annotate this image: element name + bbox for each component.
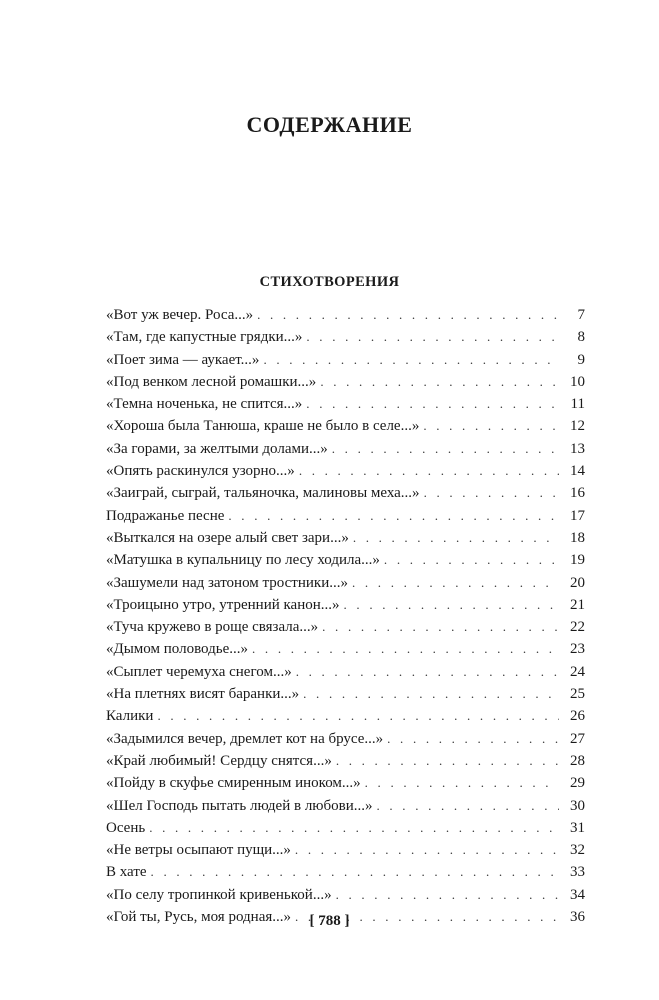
dot-leader	[352, 572, 559, 594]
toc-entry-title: Калики	[106, 708, 154, 725]
page-title: СОДЕРЖАНИЕ	[246, 112, 413, 137]
table-of-contents	[106, 304, 585, 928]
toc-entry-title: «Вот уж вечер. Роса...»	[106, 307, 254, 323]
toc-entry	[106, 572, 585, 594]
toc-entry-title: «Там, где капустные грядки...»	[106, 329, 303, 346]
toc-entry-page: 19	[570, 552, 585, 569]
toc-entry	[106, 415, 585, 437]
toc-entry-page: 9	[577, 351, 585, 368]
toc-entry-title: «Выткался на озере алый свет зари...»	[106, 529, 349, 546]
toc-entry	[106, 594, 585, 616]
dot-leader	[387, 728, 559, 750]
toc-entry-page: 34	[570, 886, 585, 903]
toc-entry	[106, 460, 585, 482]
dot-leader	[353, 527, 559, 549]
toc-entry	[106, 795, 585, 817]
dot-leader	[344, 594, 559, 616]
dot-leader	[320, 371, 559, 393]
toc-entry-page: 10	[570, 373, 585, 390]
toc-entry-title: В хате	[106, 864, 147, 881]
toc-entry-page: 26	[570, 708, 585, 725]
toc-entry	[106, 371, 585, 393]
dot-leader	[149, 817, 559, 839]
toc-entry-title: «Гой ты, Русь, моя родная...»	[106, 909, 291, 926]
dot-leader	[332, 438, 559, 460]
dot-leader	[263, 349, 559, 371]
toc-entry	[106, 884, 585, 906]
toc-entry-page: 8	[577, 329, 585, 346]
toc-entry-page: 23	[570, 641, 585, 658]
toc-entry-page: 14	[570, 463, 585, 480]
toc-entry-title: «Матушка в купальницу по лесу ходила...»	[106, 552, 380, 569]
dot-leader	[423, 415, 559, 437]
toc-entry-page: 27	[570, 730, 585, 747]
toc-entry-page: 18	[570, 529, 585, 546]
dot-leader	[377, 795, 560, 817]
toc-entry-title: Осень	[106, 819, 146, 836]
page-number: [ 788 ]	[309, 913, 350, 929]
toc-entry	[106, 482, 585, 504]
toc-entry-title: «Сыплет черемуха снегом...»	[106, 663, 292, 680]
toc-entry-page: 16	[570, 485, 585, 502]
section-title: СТИХОТВОРЕНИЯ	[259, 274, 400, 290]
toc-entry-title: «Заиграй, сыграй, тальяночка, малиновы меха...»	[106, 485, 420, 502]
toc-entry-title: «Туча кружево в роще связала...»	[106, 619, 319, 636]
dot-leader	[336, 884, 559, 906]
toc-entry-page: 17	[570, 507, 585, 524]
toc-entry	[106, 839, 585, 861]
toc-entry-title: «Дымом половодье...»	[106, 641, 249, 658]
toc-entry-title: «Пойду в скуфье смиренным иноком...»	[106, 775, 361, 792]
dot-leader	[228, 505, 559, 527]
toc-entry-page: 22	[570, 619, 585, 636]
toc-entry-title: «Шел Господь пытать людей в любови...»	[106, 797, 373, 814]
toc-entry-title: «Не ветры осыпают пущи...»	[106, 842, 291, 859]
dot-leader	[303, 683, 559, 705]
toc-entry-title: «На плетнях висят баранки...»	[106, 686, 300, 703]
toc-entry	[106, 683, 585, 705]
toc-entry	[106, 772, 585, 794]
toc-entry-page: 20	[570, 574, 585, 591]
toc-entry-title: «Троицыно утро, утренний канон...»	[106, 596, 340, 613]
toc-entry-page: 12	[570, 418, 585, 435]
dot-leader	[296, 661, 559, 683]
dot-leader	[257, 304, 559, 326]
toc-entry	[106, 817, 585, 839]
toc-entry-page: 21	[570, 596, 585, 613]
toc-entry	[106, 326, 585, 348]
dot-leader	[252, 638, 559, 660]
toc-entry-page: 11	[570, 396, 585, 413]
toc-entry-title: «Край любимый! Сердцу снятся...»	[106, 752, 332, 769]
toc-entry-title: «Поет зима — аукает...»	[106, 351, 260, 368]
toc-entry-page: 13	[570, 440, 585, 457]
toc-entry	[106, 728, 585, 750]
toc-entry	[106, 505, 585, 527]
dot-leader	[322, 616, 559, 638]
toc-entry-page: 30	[570, 797, 585, 814]
toc-entry-title: «Задымился вечер, дремлет кот на брусе...»	[106, 730, 384, 747]
toc-entry	[106, 438, 585, 460]
toc-entry	[106, 638, 585, 660]
toc-entry-page: 36	[570, 909, 585, 926]
toc-entry	[106, 661, 585, 683]
toc-entry-page: 29	[570, 775, 585, 792]
toc-entry-page: 31	[570, 819, 585, 836]
toc-entry-page: 24	[570, 663, 585, 680]
dot-leader	[157, 705, 559, 727]
toc-entry-page: 25	[570, 686, 585, 703]
toc-entry-title: «Зашумели над затоном тростники...»	[106, 574, 348, 591]
toc-entry-title: «По селу тропинкой кривенькой...»	[106, 886, 332, 903]
toc-entry-page: 32	[570, 842, 585, 859]
dot-leader	[299, 460, 559, 482]
toc-entry	[106, 349, 585, 371]
toc-entry	[106, 616, 585, 638]
toc-entry	[106, 705, 585, 727]
toc-entry-title: «Под венком лесной ромашки...»	[106, 373, 317, 390]
toc-entry-page: 7	[577, 307, 585, 323]
dot-leader	[365, 772, 559, 794]
dot-leader	[424, 482, 559, 504]
toc-entry-title: Подражанье песне	[106, 507, 225, 524]
toc-entry-title: «Темна ноченька, не спится...»	[106, 396, 303, 413]
toc-entry	[106, 549, 585, 571]
toc-entry	[106, 393, 585, 415]
toc-entry	[106, 750, 585, 772]
toc-entry	[106, 527, 585, 549]
toc-entry-title: «Опять раскинулся узорно...»	[106, 463, 295, 480]
toc-entry	[106, 861, 585, 883]
dot-leader	[336, 750, 559, 772]
toc-entry-title: «Хороша была Танюша, краше не было в селе...»	[106, 418, 420, 435]
dot-leader	[295, 839, 559, 861]
dot-leader	[384, 549, 559, 571]
toc-entry	[106, 304, 585, 326]
toc-entry-title: «За горами, за желтыми долами...»	[106, 440, 328, 457]
dot-leader	[306, 326, 559, 348]
toc-entry-page: 28	[570, 752, 585, 769]
dot-leader	[151, 861, 559, 883]
dot-leader	[306, 393, 559, 415]
toc-entry-page: 33	[570, 864, 585, 881]
